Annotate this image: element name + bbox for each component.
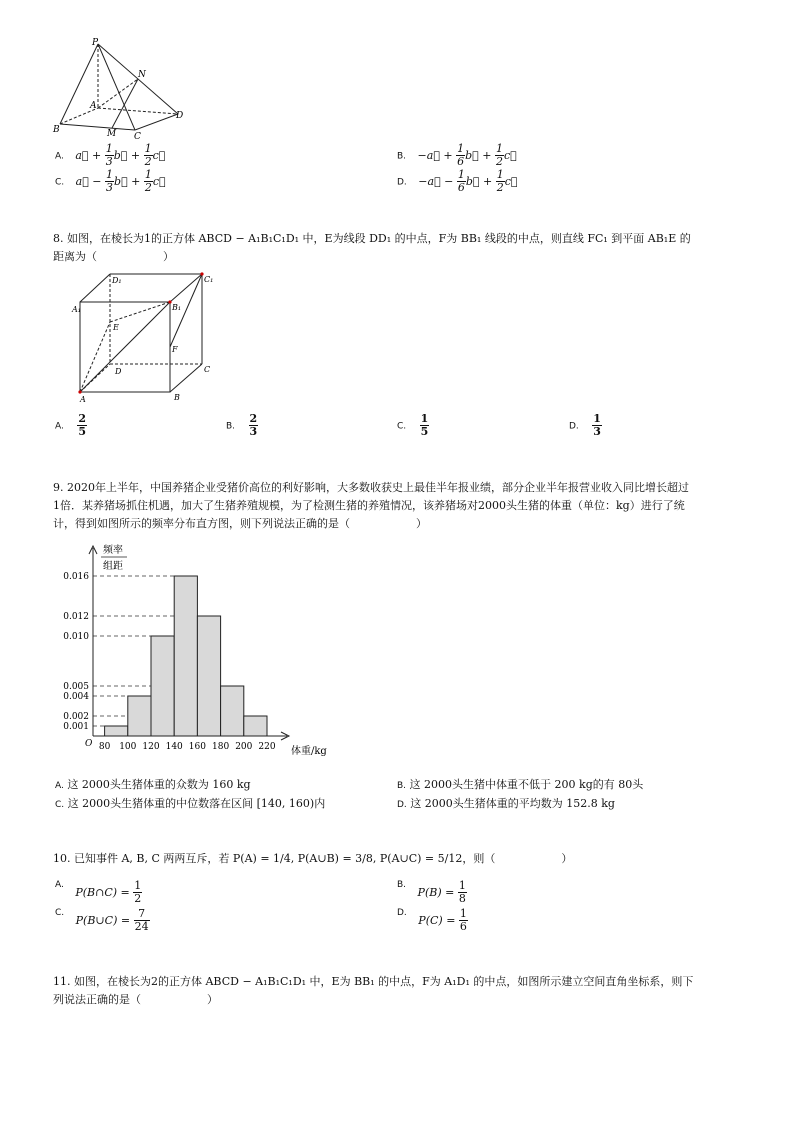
q7-label-c: C [134,132,141,142]
histogram-bar [174,576,197,736]
q7-option-a-math: a⃗ + $\frac{1}{3}$ b⃗ + $\frac{1}{2}$ c⃗ [75,142,166,168]
option-lhs: P(B) = [417,885,455,899]
q9-option-a[interactable] [55,776,251,792]
frac-num: 2 [249,412,258,425]
q7-label-n: N [138,70,146,80]
histogram-bar [105,726,128,736]
frac-den: 3 [593,425,601,438]
q7-option-d[interactable] [397,169,518,194]
q9-stem-line1: 9. 2020年上半年，中国养猪企业受猪价高位的利好影响，大多数收获史上最佳半年报业绩，部分企业半年报营业收入同比增长超过 [53,481,689,494]
x-tick-label: 200 [235,742,253,752]
frac-num: 7 [134,908,150,921]
option-letter: D. [569,421,579,432]
option-text: 这 2000头生猪中体重不低于 200 kg的有 80头 [409,778,644,791]
q11-stem-line2: 列说法正确的是（ ） [53,993,218,1006]
option-letter: D. [397,800,407,810]
histogram-bar [128,696,151,736]
q8-cube-figure [70,268,220,404]
y-tick-label: 0.005 [63,682,89,692]
q10-stem: 10. 已知事件 A, B, C 两两互斥，若 P(A) = 1/4, P(A∪B) = 3/8, P(A∪C) = 5/12，则（ ） [53,852,573,865]
q8-label-d: D [115,367,122,376]
frac-den: 24 [134,920,149,933]
histogram-bar [197,616,220,736]
x-tick-label: 120 [142,742,160,752]
option-letter: A. [55,151,64,162]
frac-den: 6 [459,920,467,933]
q7-pyramid-figure [50,36,200,142]
x-tick-label: 220 [258,742,276,752]
q10-option-b[interactable] [397,880,467,905]
q7-option-a[interactable] [55,143,165,168]
x-tick-label: 100 [119,742,137,752]
frac-den: 2 [134,892,142,905]
option-letter: B. [397,781,407,791]
q8-option-c[interactable] [397,413,429,438]
frac-den: 3 [249,425,258,438]
frac-num: 1 [593,412,601,425]
q8-label-b: B [174,393,180,402]
histogram-bar [151,636,174,736]
y-tick-label: 0.001 [63,722,89,732]
q7-option-b[interactable] [397,143,517,168]
q8-label-d1: D₁ [112,276,122,285]
q7-option-c-math: a⃗ − $\frac{1}{3}$ b⃗ + $\frac{1}{2}$ c⃗ [75,168,166,194]
histogram-bar [244,716,267,736]
q9-stem-line2: 1倍．某养猪场抓住机遇，加大了生猪养殖规模，为了检测生猪的养殖情况，该养猪场对2000头生猪的体重（单位：kg）进行了统 [53,499,685,512]
option-letter: A. [55,781,64,791]
x-tick-label: 140 [165,742,183,752]
option-lhs: P(C) = [418,913,456,927]
q8-label-f: F [172,345,178,354]
option-letter: D. [397,177,407,188]
q8-label-c1: C₁ [204,275,214,284]
q7-option-b-math: −a⃗ + $\frac{1}{6}$ b⃗ + $\frac{1}{2}$ c⃗ [417,142,517,168]
q7-option-d-math: −a⃗ − $\frac{1}{6}$ b⃗ + $\frac{1}{2}$ c⃗ [418,168,518,194]
option-letter: A. [55,880,64,890]
option-text: 这 2000头生猪体重的平均数为 152.8 kg [410,797,615,810]
frac-den: 5 [420,425,429,438]
x-tick-label: 80 [98,742,111,752]
y-tick-label: 0.010 [63,632,89,642]
x-axis-label: 体重/kg [291,746,327,757]
q8-stem-line2: 距离为（ ） [53,250,174,263]
histogram-bar [221,686,244,736]
q7-option-c[interactable] [55,169,166,194]
option-letter: C. [55,908,65,918]
frac-num: 1 [420,412,429,425]
origin-label: O [85,739,93,749]
q7-label-p: P [92,38,99,48]
y-label-bottom: 组距 [103,561,123,572]
frac-den: 8 [458,892,466,905]
q10-option-c[interactable] [55,908,150,933]
q8-label-e: E [113,323,119,332]
option-letter: B. [397,880,407,890]
q8-label-a: A [80,395,86,404]
y-tick-label: 0.004 [63,692,89,702]
x-tick-label: 180 [212,742,230,752]
frac-num: 1 [459,907,467,920]
q8-label-b1: B₁ [172,303,182,312]
y-tick-label: 0.002 [63,712,89,722]
option-letter: D. [397,908,407,918]
q10-option-a[interactable] [55,880,142,905]
option-letter: A. [55,421,64,432]
q8-stem-line1: 8. 如图，在棱长为1的正方体 ABCD − A₁B₁C₁D₁ 中，E为线段 DD₁ 的中点，F为 BB₁ 线段的中点，则直线 FC₁ 到平面 AB₁E 的 [53,232,691,245]
q7-label-d: D [176,111,184,121]
q7-label-b: B [53,125,60,135]
option-text: 这 2000头生猪体重的中位数落在区间 [140, 160)内 [67,797,326,810]
frac-num: 1 [458,879,466,892]
frac-den: 5 [78,425,87,438]
q7-label-a: A [90,101,97,111]
q9-option-d[interactable] [397,795,615,811]
option-lhs: P(B∪C) = [75,913,131,927]
frac-num: 1 [134,879,142,892]
q9-option-b[interactable] [397,776,643,792]
q9-histogram [55,538,355,760]
q8-label-c: C [204,365,211,374]
option-letter: C. [55,177,65,188]
q9-option-c[interactable] [55,795,325,811]
q8-label-a1: A₁ [72,305,81,314]
y-tick-label: 0.016 [63,572,89,582]
q11-stem-line1: 11. 如图，在棱长为2的正方体 ABCD − A₁B₁C₁D₁ 中，E为 BB₁ 的中点，F为 A₁D₁ 的中点，如图所示建立空间直角坐标系，则下 [53,975,694,988]
x-tick-label: 160 [188,742,206,752]
q10-option-d[interactable] [397,908,468,933]
q8-option-b[interactable] [226,413,258,438]
y-tick-label: 0.012 [63,612,89,622]
q7-label-m: M [107,129,117,139]
q8-option-a[interactable] [55,413,87,438]
option-letter: C. [55,800,65,810]
q8-option-d[interactable] [569,413,602,438]
option-letter: C. [397,421,407,432]
option-lhs: P(B∩C) = [75,885,130,899]
frac-num: 2 [78,412,87,425]
q9-stem-line3: 计，得到如图所示的频率分布直方图，则下列说法正确的是（ ） [53,517,427,530]
option-text: 这 2000头生猪体重的众数为 160 kg [67,778,251,791]
option-letter: B. [226,421,236,432]
option-letter: B. [397,151,407,162]
y-label-top: 频率 [103,545,123,556]
